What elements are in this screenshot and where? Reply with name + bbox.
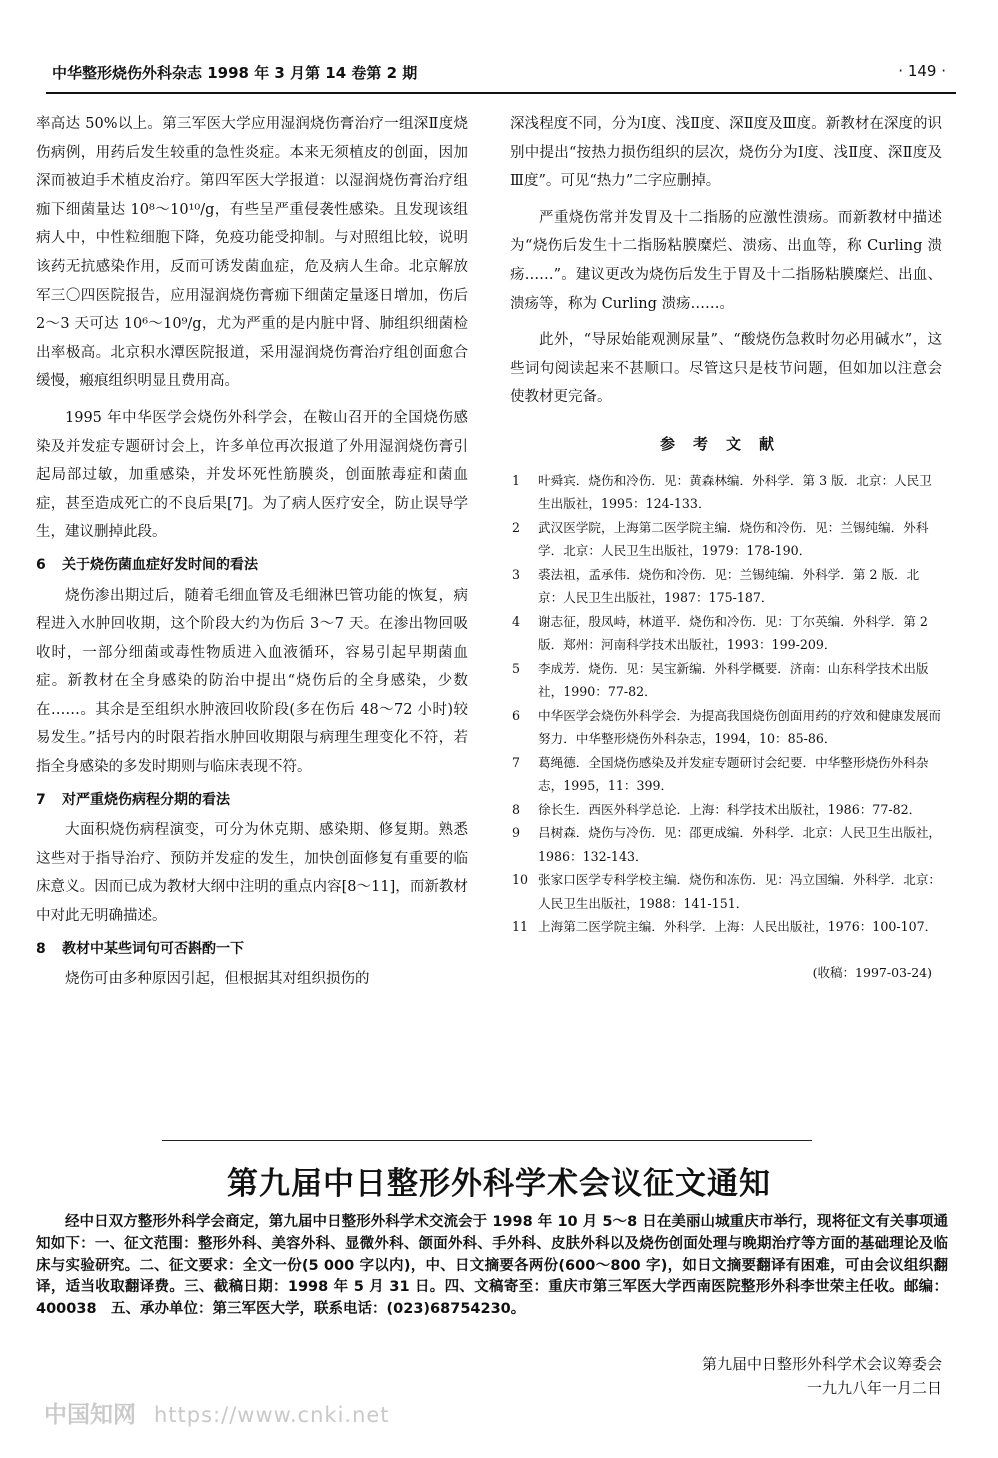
reference-text: 张家口医学专科学校主编．烧伤和冻伤．见：冯立国编．外科学．北京：人民卫生出版社，1988：141-151．	[538, 872, 941, 911]
section-number: 6	[36, 556, 46, 573]
reference-text: 吕树森．烧伤与冷伤．见：邵更成编．外科学．北京：人民卫生出版社，1986：132-143．	[538, 825, 941, 864]
paragraph: 大面积烧伤病程演变，可分为休克期、感染期、修复期。熟悉这些对于指导治疗、预防并发症的发生，加快创面修复有重要的临床意义。因而已成为教材大纲中注明的重点内容[8～11]，而新教材中对此无明确描述。	[36, 822, 468, 925]
reference-item	[510, 821, 942, 868]
watermark-brand: 中国知网	[44, 1402, 136, 1428]
watermark	[44, 1396, 390, 1429]
reference-item	[510, 610, 942, 657]
section-number: 7	[36, 791, 46, 808]
reference-number: 4	[512, 613, 521, 629]
watermark-url: https://www.cnki.net	[154, 1403, 390, 1427]
reference-item	[510, 657, 942, 704]
reference-item	[510, 704, 942, 751]
reference-item	[510, 516, 942, 563]
paragraph: 此外，“导尿始能观测尿量”、“酸烧伤急救时勿必用碱水”，这些词句阅读起来不甚顺口。尽管这只是枝节问题，但如加以注意会使教材更完备。	[510, 332, 942, 406]
reference-number: 10	[512, 872, 529, 888]
reference-text: 武汉医学院，上海第二医学院主编．烧伤和冷伤．见：兰锡纯编．外科学．北京：人民卫生出版社，1979：178-190．	[538, 519, 929, 559]
notice-signature	[702, 1352, 942, 1400]
section-title: 关于烧伤菌血症好发时间的看法	[62, 556, 258, 573]
reference-text: 上海第二医学院主编．外科学．上海：人民出版社，1976：100-107．	[538, 919, 938, 935]
reference-item	[510, 798, 942, 822]
section-heading-7	[36, 786, 468, 815]
reference-text: 葛绳德．全国烧伤感染及并发症专题研讨会纪要．中华整形烧伤外科杂志，1995，11：399．	[538, 754, 929, 794]
reference-number: 6	[512, 707, 521, 723]
references-heading: 参考文献	[659, 434, 792, 453]
reference-number: 7	[512, 754, 521, 770]
left-column	[36, 110, 468, 994]
reference-number: 2	[512, 519, 521, 535]
reference-item	[510, 563, 942, 610]
paragraph: 烧伤可由多种原因引起，但根据其对组织损伤的	[65, 971, 370, 988]
reference-number: 5	[512, 660, 521, 676]
reference-text: 李成芳．烧伤．见：吴宝新编．外科学概要．济南：山东科学技术出版社，1990：77-82．	[538, 660, 929, 700]
section-title: 对严重烧伤病程分期的看法	[62, 791, 230, 808]
paragraph: 严重烧伤常并发胃及十二指肠的应激性溃疡。而新教材中描述为“烧伤后发生十二指肠粘膜糜烂、溃疡、出血等，称 Curling 溃疡……”。建议更改为烧伤后发生于胃及十二指肠粘膜糜烂、出血、溃疡等，称为 Curling 溃疡……。	[510, 209, 942, 312]
paragraph: 烧伤渗出期过后，随着毛细血管及毛细淋巴管功能的恢复，病程进入水肿回收期，这个阶段大约为伤后 3～7 天。在渗出物回吸收时，一部分细菌或毒性物质进入血液循环，容易引起早期菌血症。新教材在全身感染的防治中提出“烧伤后的全身感染，少数在……。其余是至组织水肿液回收阶段(多在伤后 48～72 小时)较易发生。”括号内的时限若指水肿回收期限与病理生理变化不符，若指全身感染的多发时期则与临床表现不符。	[36, 587, 468, 776]
reference-number: 1	[512, 472, 521, 488]
section-number: 8	[36, 940, 46, 957]
reference-item	[510, 469, 942, 516]
section-heading-6	[36, 551, 468, 580]
reference-item	[510, 915, 942, 939]
paragraph: 深浅程度不同，分为Ⅰ度、浅Ⅱ度、深Ⅱ度及Ⅲ度。新教材在深度的识别中提出“按热力损伤组织的层次，烧伤分为Ⅰ度、浅Ⅱ度、深Ⅱ度及Ⅲ度”。可见“热力”二字应删掉。	[510, 116, 942, 190]
reference-text: 裘法祖，孟承伟．烧伤和冷伤．见：兰锡纯编．外科学．第 2 版．北京：人民卫生出版社，1987：175-187．	[538, 566, 920, 606]
reference-text: 中华医学会烧伤外科学会．为提高我国烧伤创面用药的疗效和健康发展而努力．中华整形烧伤外科杂志，1994，10：85-86．	[538, 707, 941, 747]
section-divider	[162, 1140, 812, 1141]
reference-text: 谢志征，殷凤峙，林道平．烧伤和冷伤．见：丁尔英编．外科学．第 2 版．郑州：河南科学技术出版社，1993：199-209．	[538, 613, 928, 653]
reference-number: 8	[512, 801, 521, 817]
reference-text: 徐长生．西医外科学总论．上海：科学技术出版社，1986：77-82．	[538, 801, 922, 817]
signature-date: 一九九八年一月二日	[806, 1379, 942, 1397]
reference-number: 11	[512, 919, 529, 935]
received-date: (收稿：1997-03-24)	[812, 964, 932, 980]
reference-number: 3	[512, 566, 521, 582]
running-header	[52, 62, 946, 90]
page-number: · 149 ·	[898, 62, 946, 80]
reference-list	[510, 469, 942, 939]
reference-text: 叶舜宾．烧伤和冷伤．见：黄森林编．外科学．第 3 版．北京：人民卫生出版社，1995：124-133．	[538, 472, 932, 512]
notice-title: 第九届中日整形外科学术会议征文通知	[227, 1166, 771, 1202]
reference-item	[510, 868, 942, 915]
reference-item	[510, 751, 942, 798]
paragraph: 1995 年中华医学会烧伤外科学会，在鞍山召开的全国烧伤感染及并发症专题研讨会上，许多单位再次报道了外用湿润烧伤膏引起局部过敏，加重感染，并发坏死性筋膜炎，创面脓毒症和菌血症，甚至造成死亡的不良后果[7]。为了病人医疗安全，防止误导学生，建议删掉此段。	[36, 409, 468, 541]
notice-paragraph: 经中日双方整形外科学会商定，第九届中日整形外科学术交流会于 1998 年 10 月 5～8 日在美丽山城重庆市举行，现将征文有关事项通知如下：一、征文范围：整形外科、美容外科、显微外科、颌面外科、手外科、皮肤外科以及烧伤创面处理与晚期治疗等方面的基础理论及临床与实验研究。二、征文要求：全文一份(5 000 字以内)，中、日文摘要各两份(600～800 字)，如日文摘要翻译有困难，可由会议组织翻译，适当收取翻译费。三、截稿日期：1998 年 5 月 31 日。四、文稿寄至：重庆市第三军医大学西南医院整形外科李世荣主任收。邮编：400038 五、承办单位：第三军医大学，联系电话：(023)68754230。	[36, 1214, 948, 1318]
right-column	[510, 110, 942, 987]
journal-citation: 中华整形烧伤外科杂志 1998 年 3 月第 14 卷第 2 期	[52, 64, 418, 82]
signature-organization: 第九届中日整形外科学术会议筹委会	[701, 1355, 942, 1373]
header-rule	[46, 92, 956, 94]
section-title: 教材中某些词句可否斟酌一下	[62, 940, 244, 957]
paragraph: 率高达 50%以上。第三军医大学应用湿润烧伤膏治疗一组深Ⅱ度烧伤病例，用药后发生较重的急性炎症。本来无须植皮的创面，因加深而被迫手术植皮治疗。第四军医大学报道：以湿润烧伤膏治疗组痂下细菌量达 10⁸～10¹⁰/g，有些呈严重侵袭性感染。且发现该组病人中，中性粒细胞下降，免疫功能受抑制。与对照组比较，说明该药无抗感染作用，反而可诱发菌血症，危及病人生命。北京解放军三〇四医院报告，应用湿润烧伤膏痂下细菌定量逐日增加，伤后 2～3 天可达 10⁶～10⁹/g，尤为严重的是内脏中肾、肺组织细菌检出率极高。北京积水潭医院报道，采用湿润烧伤膏治疗组创面愈合缓慢，瘢痕组织明显且费用高。	[36, 116, 468, 390]
reference-number: 9	[512, 825, 521, 841]
section-heading-8	[36, 935, 468, 964]
notice-body	[36, 1212, 948, 1321]
